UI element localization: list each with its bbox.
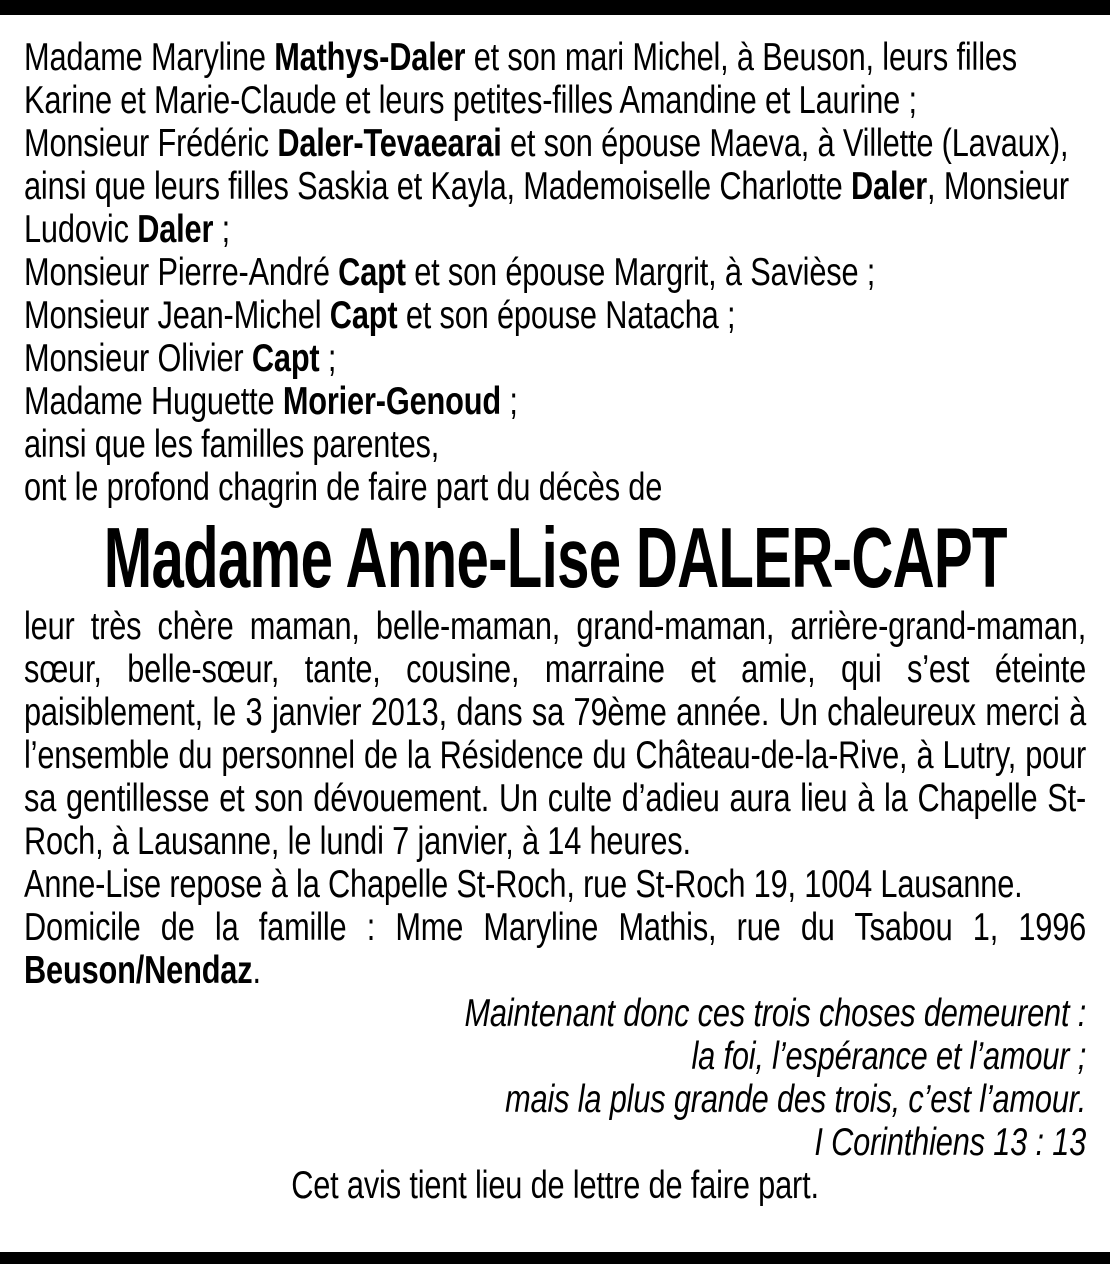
text-run: Monsieur Pierre-André — [24, 251, 339, 294]
text-run: Monsieur Olivier — [24, 337, 252, 380]
deceased-name-heading — [24, 513, 1086, 605]
intro-paragraph-pierre-andre-capt — [24, 251, 1086, 294]
quote-line-2: la foi, l’espérance et l’amour ; — [691, 1035, 1087, 1078]
quote-line-1: Maintenant donc ces trois choses demeurent : — [464, 992, 1087, 1035]
top-border-rule — [0, 0, 1110, 15]
deceased-name: Madame Anne-Lise DALER-CAPT — [103, 511, 1007, 606]
text-run: ainsi que les familles parentes, — [24, 423, 440, 466]
quote-attribution: I Corinthiens 13 : 13 — [814, 1121, 1087, 1164]
text-run: ; — [319, 337, 337, 380]
scripture-quote-block — [24, 992, 1086, 1164]
text-run: Madame Maryline — [24, 36, 275, 79]
text-run: et son épouse Natacha ; — [397, 294, 736, 337]
bold-name-run: Capt — [338, 251, 406, 294]
intro-paragraph-familles-parentes — [24, 423, 1086, 466]
obituary-paragraph: leur très chère maman, belle-maman, grand-maman, arrière-grand-maman, sœur, belle-sœur, tante, cousine, marraine et amie, qui s’est éteinte paisiblement, le 3 janvier 2013, dans sa 79ème année. Un chaleureux merci à l’ensemble du personnel de la Résidence du Château-de-la-Rive, à Lutry, pour sa gentillesse et son dévouement. Un culte d’adieu aura lieu à la Chapelle St-Roch, à Lausanne, le lundi 7 janvier, à 14 heures. — [24, 605, 1087, 863]
text-run: et son épouse Margrit, à Savièse ; — [405, 251, 876, 294]
intro-paragraph-mathys-daler — [24, 36, 1086, 122]
intro-paragraph-chagrin — [24, 466, 1086, 509]
family-intro-block — [24, 36, 1086, 509]
bottom-border-rule — [0, 1252, 1110, 1264]
intro-paragraph-olivier-capt — [24, 337, 1086, 380]
text-run: Monsieur Jean-Michel — [24, 294, 330, 337]
bold-name-run: Capt — [329, 294, 398, 337]
bold-name-run: Capt — [251, 337, 320, 380]
repose-line: Anne-Lise repose à la Chapelle St-Roch, rue St-Roch 19, 1004 Lausanne. — [24, 863, 1023, 906]
bold-name-run: Daler — [137, 208, 214, 251]
text-run: . — [252, 949, 261, 992]
text-run: Monsieur Frédéric — [24, 122, 278, 165]
domicile-paragraph — [24, 906, 1086, 992]
text-run: ; — [213, 208, 231, 251]
footer-line: Cet avis tient lieu de lettre de faire part. — [291, 1164, 819, 1207]
text-run: Madame Huguette — [24, 380, 283, 423]
intro-paragraph-daler-tevaearai — [24, 122, 1086, 251]
bold-name-run: Daler-Tevaearai — [277, 122, 502, 165]
text-run: et son épouse Maeva, à Villette (Lavaux), ainsi que leurs filles Saskia et Kayla, Mademoiselle Charlotte — [24, 122, 1069, 208]
text-run: ont le profond chagrin de faire part du décès de — [24, 466, 663, 509]
bold-name-run: Mathys-Daler — [274, 36, 466, 79]
quote-line-3: mais la plus grande des trois, c’est l’amour. — [505, 1078, 1087, 1121]
bold-name-run: Daler — [850, 165, 928, 208]
intro-paragraph-jean-michel-capt — [24, 294, 1086, 337]
text-run: et son mari Michel, à Beuson, leurs filles Karine et Marie-Claude et leurs petites-filles Amandine et Laurine ; — [24, 36, 1018, 122]
bold-name-run: Morier-Genoud — [282, 380, 501, 423]
notice-content — [24, 36, 1086, 1207]
text-run: , Monsieur Ludovic — [24, 165, 1069, 251]
text-run: Domicile de la famille : Mme Maryline Mathis, rue du Tsabou 1, 1996 — [24, 906, 1087, 949]
bold-name-run: Beuson/Nendaz — [24, 949, 253, 992]
intro-paragraph-morier-genoud — [24, 380, 1086, 423]
text-run: ; — [500, 380, 518, 423]
